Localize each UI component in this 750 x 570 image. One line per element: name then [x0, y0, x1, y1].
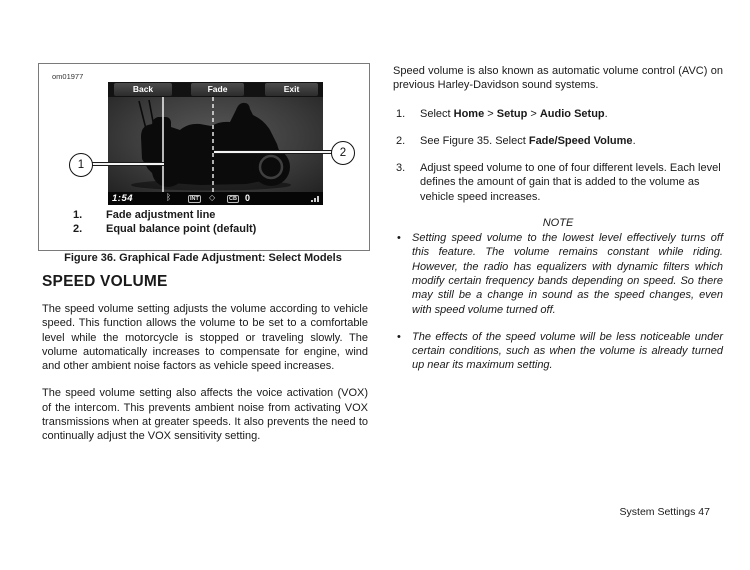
cb-badge: CB: [229, 196, 237, 202]
left-column: [42, 273, 368, 457]
section-heading: SPEED VOLUME: [42, 273, 168, 290]
step-text: See Figure 35. Select Fade/Speed Volume.: [420, 134, 636, 147]
legend-number: 1.: [73, 209, 83, 221]
radio-display-statusbar: [108, 192, 323, 205]
bluetooth-icon: ᛒ: [166, 193, 172, 203]
note-text: Setting speed volume to the lowest level effectively turns off this feature. The volume remains constant while riding. However, the radio has equalizers with dynamic filters which modify certain frequency bands depending on speed. So there may still be a change in sound as the speed changes, even with speed volume turned off.: [412, 232, 723, 316]
note-bullet-item: [393, 330, 723, 373]
callout-1-leader-line: [91, 162, 164, 166]
note-text: The effects of the speed volume will be less noticeable under certain conditions, such as when the volume is already turned up near its maximum setting.: [412, 330, 723, 372]
procedure-step: [393, 134, 723, 148]
compass-icon: ◇: [209, 193, 216, 202]
radio-display-screenshot: [108, 82, 323, 205]
radio-display-topbar: [108, 82, 323, 97]
procedure-step: [393, 107, 723, 121]
step-text: Select Home > Setup > Audio Setup.: [420, 107, 608, 120]
bullet-icon: •: [397, 330, 401, 343]
motorcycle-silhouette: [108, 97, 323, 192]
figure-36-box: [38, 63, 370, 251]
signal-strength-icon: [311, 196, 319, 202]
figure-photo-id: om01977: [52, 72, 84, 81]
page-footer: System Settings 47: [619, 506, 710, 518]
callout-2-leader-line: [214, 150, 332, 154]
body-paragraph: The speed volume setting adjusts the volume according to vehicle speed. This function allows the volume to be set to a comfortable level while the motorcycle is stopped or traveling slowly. The volume automatically increases to compensate for engine, wind and other ambient noise factors as vehicle speed increases.: [42, 303, 368, 373]
note-bullet-item: [393, 231, 723, 317]
step-number: 1.: [396, 107, 406, 120]
exit-button: Exit: [265, 83, 318, 96]
note-label: NOTE: [542, 217, 574, 230]
radio-display-main: [108, 97, 323, 192]
figure-caption: Figure 36. Graphical Fade Adjustment: Select Models: [64, 252, 342, 264]
legend-text: Equal balance point (default): [106, 223, 257, 235]
back-button: Back: [114, 83, 172, 96]
legend-number: 2.: [73, 223, 83, 235]
fade-button: Fade: [191, 83, 244, 96]
step-number: 3.: [396, 162, 406, 175]
bullet-icon: •: [397, 232, 401, 245]
body-paragraph: The speed volume setting also affects the voice activation (VOX) of the intercom. This prevents ambient noise from activating VOX transmissions when at greater speeds. It also prevents the need to continually adjust the VOX sensitivity setting.: [42, 387, 368, 443]
intro-paragraph: Speed volume is also known as automatic volume control (AVC) on previous Harley-Davidson sound systems.: [393, 65, 723, 92]
callout-1-circle: 1: [69, 153, 93, 177]
legend-text: Fade adjustment line: [106, 209, 216, 221]
right-column: [393, 64, 723, 386]
clock-readout: 1:54: [112, 193, 134, 204]
figure-legend-item: [73, 223, 256, 235]
callout-2-circle: 2: [331, 141, 355, 165]
counter-readout: 0: [245, 193, 251, 203]
figure-legend-item: [73, 209, 215, 221]
procedure-step: [393, 161, 723, 204]
step-number: 2.: [396, 134, 406, 147]
step-text: Adjust speed volume to one of four different levels. Each level defines the amount of gain that is added to the volume as vehicle speed increases.: [420, 162, 721, 203]
intercom-badge: INT: [190, 196, 199, 202]
